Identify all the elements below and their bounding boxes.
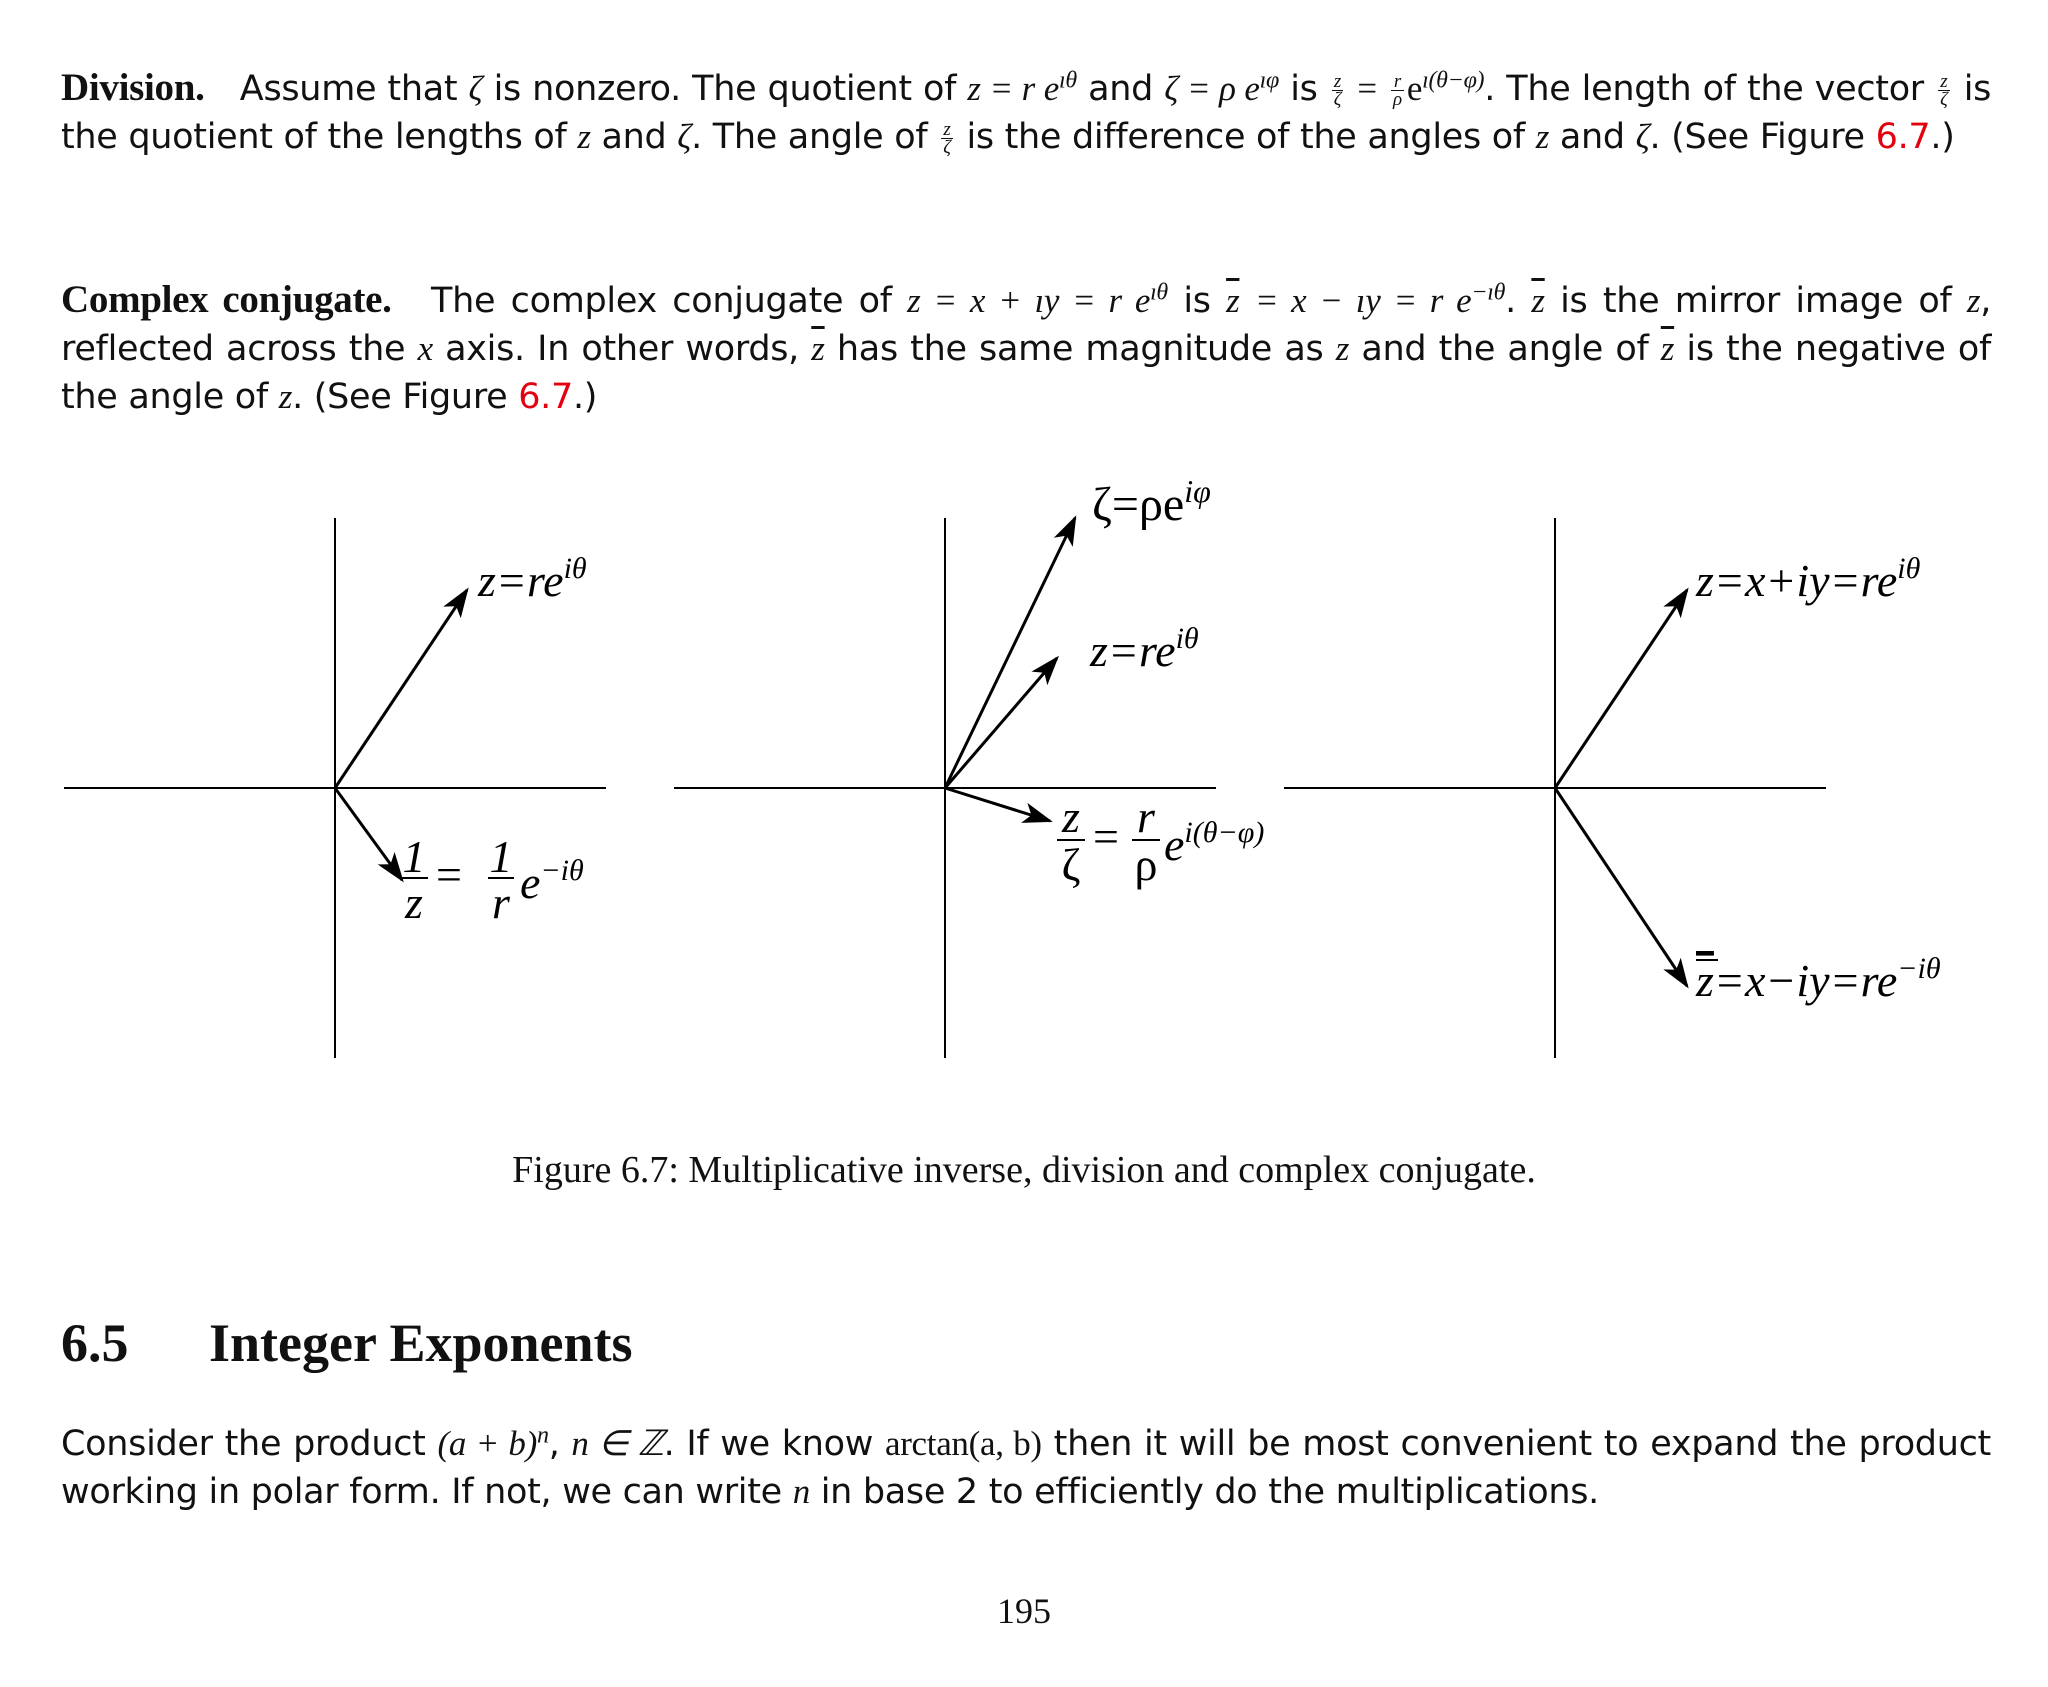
panel-inverse <box>64 518 606 1058</box>
division-paragraph: Division. Assume that ζ is nonzero. The quotient of z = r $e^{ı\theta}$ and ζ = ρ $e^{ı\varphi}$ is $\frac{z}{\zeta}$ = $\frac{r}{\rho}$ $e^{ı(\theta-\varphi)}$. The length of the vector $\frac{z}{\zeta}$ is the quotient of the lengths of z and ζ. The angle of $\frac{z}{\zeta}$ is the difference of the angles of z and ζ. (See Figure 6.7.) <box>61 66 1992 158</box>
svg-text:1: 1 <box>402 831 426 882</box>
conjugate-paragraph: Complex conjugate. The complex conjugate of z = x + ıy = r $e^{ı\theta}$ is $\overline{z} = x$ − ıy = r $e^{-ı\theta}$. $\overline{z}$ is the mirror image of z, reflected across the x axis. In other words, $\overline{z}$ has the same magnitude as z and the angle of $\overline{z}$ is the negative of the angle of z. (See Figure 6.7.) <box>61 278 1992 417</box>
fraction-z-over-zeta: $\frac{z}{\zeta}$ <box>943 118 951 158</box>
label-inverse <box>402 831 584 928</box>
exponents-paragraph: Consider the product $(a + b)^n$, n ∈ ℤ. If we know arctan(a, b) then it will be most convenient to expand the product working in polar form. If not, we can write n in base 2 to efficiently do the multiplications. <box>61 1422 1991 1512</box>
section-number: 6.5 <box>61 1313 129 1373</box>
svg-text:1: 1 <box>489 831 513 882</box>
conjugate-heading: Complex conjugate. <box>61 278 392 321</box>
vector-inverse <box>335 788 402 880</box>
panel-conjugate <box>1284 518 1941 1058</box>
svg-text:=: = <box>1093 811 1119 862</box>
fraction-z-over-zeta: $\frac{z}{\zeta}$ <box>1940 70 1948 110</box>
vector-z <box>945 658 1057 788</box>
figure-caption: Figure 6.7: Multiplicative inverse, division and complex conjugate. <box>512 1149 1536 1191</box>
fraction-r-over-rho: $\frac{r}{\rho}$ <box>1393 70 1402 110</box>
svg-text:r: r <box>1137 791 1155 842</box>
svg-text:r: r <box>492 877 510 928</box>
label-zeta: $\zeta=\rho e^{i\varphi}$ <box>1092 473 1211 531</box>
figure-reference-link[interactable]: 6.7 <box>1875 117 1931 157</box>
label-z: $z=re^{i\theta}$ <box>478 552 587 606</box>
vector-z <box>1555 590 1687 788</box>
label-zbar: $z=x-iy=re^{-i\theta}$ <box>1696 952 1941 1006</box>
svg-text:ei(θ−φ): $e^{i(\theta-\varphi)}$ <box>1164 816 1265 870</box>
svg-text:=: = <box>436 849 462 900</box>
panel-division <box>674 473 1264 1058</box>
vector-z <box>335 590 467 788</box>
svg-text:ρ: ρ <box>1134 839 1158 890</box>
page-number: 195 <box>997 1591 1051 1631</box>
label-z: $z=re^{i\theta}$ <box>1090 622 1199 676</box>
vector-zeta <box>945 518 1075 788</box>
label-z: $z=x+iy=re^{i\theta}$ <box>1696 552 1921 606</box>
svg-text:z: z <box>405 877 423 928</box>
svg-text:z: z <box>1062 791 1080 842</box>
division-heading: Division. <box>61 66 205 109</box>
svg-text:e−iθ: $e^{-i\theta}$ <box>520 854 584 908</box>
label-quotient <box>1057 791 1264 890</box>
section-heading <box>61 1312 633 1374</box>
svg-text:ζ: ζ <box>1061 839 1081 890</box>
vector-quotient <box>945 788 1050 821</box>
section-title: Integer Exponents <box>209 1313 633 1373</box>
fraction-z-over-zeta: $\frac{z}{\zeta}$ <box>1333 70 1342 110</box>
vector-zbar <box>1555 788 1687 986</box>
figure-reference-link[interactable]: 6.7 <box>518 377 573 417</box>
